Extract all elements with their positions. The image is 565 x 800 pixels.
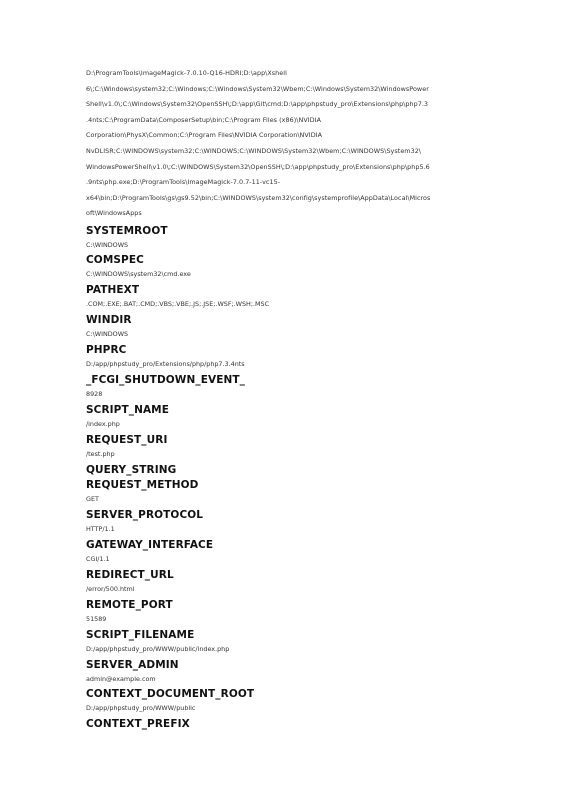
env-entry-windir [86,313,480,341]
path-line: NvDLISR;C:\WINDOWS\system32;C:\WINDOWS;C:\WINDOWS\System32\Wbem;C:\WINDOWS\System32\ [86,146,422,155]
env-value: 51589 [86,614,107,623]
env-entry-gateway-interface [86,538,480,566]
env-key: SERVER_ADMIN [86,658,179,671]
env-key: _FCGI_SHUTDOWN_EVENT_ [86,373,245,386]
env-value: /error/500.html [86,584,135,593]
env-value: HTTP/1.1 [86,525,115,534]
path-value [86,66,480,222]
env-entry-request-method [86,478,480,506]
env-entry-comspec [86,253,480,281]
env-key: PATHEXT [86,284,140,297]
env-key: GATEWAY_INTERFACE [86,539,214,552]
env-value: GET [86,495,99,504]
path-line: Shell\v1.0\;C:\Windows\System32\OpenSSH\;D:\app\Git\cmd;D:\app\phpstudy_pro\Extensions\php\php7.3 [86,100,429,109]
env-key: WINDIR [86,314,132,327]
env-value: .COM;.EXE;.BAT;.CMD;.VBS;.VBE;.JS;.JSE;.WSF;.WSH;.MSC [86,300,270,309]
env-value: D:/app/phpstudy_pro/Extensions/php/php7.3.4nts [86,360,245,369]
path-line: Corporation\PhysX\Common;C:\Program Files\NVIDIA Corporation\NVIDIA [86,131,323,140]
path-line: 6\;C:\Windows\system32;C:\Windows;C:\Windows\System32\Wbem;C:\Windows\System32\WindowsPower [86,84,429,93]
env-entry-fcgi-shutdown-event [86,373,480,401]
env-entry-server-admin [86,658,480,686]
env-value: 8928 [86,389,103,398]
env-entry-server-protocol [86,508,480,536]
env-entry-context-prefix [86,717,480,731]
env-value: C:\WINDOWS\system32\cmd.exe [86,270,191,279]
path-line: WindowsPowerShell\v1.0\;C:\WINDOWS\System32\OpenSSH\;D:\app\phpstudy_pro\Extensions\php\php5.6 [86,162,430,171]
env-key: REMOTE_PORT [86,598,173,611]
env-value: admin@example.com [86,674,156,683]
env-value: C:\WINDOWS [86,330,129,339]
document-page [86,66,480,731]
path-line: .4nts;C:\ProgramData\ComposerSetup\bin;C:\Program Files (x86)\NVIDIA [86,115,322,124]
env-entry-phprc [86,343,480,371]
env-key: REQUEST_URI [86,433,168,446]
env-value: D:/app/phpstudy_pro/WWW/public/index.php [86,644,230,653]
env-key: QUERY_STRING [86,463,177,476]
env-value: CGI/1.1 [86,555,110,564]
env-entry-pathext [86,283,480,311]
env-entry-context-document-root [86,687,480,715]
path-line: D:\ProgramTools\ImageMagick-7.0.10-Q16-HDRI;D:\app\Xshell [86,69,287,77]
env-key: CONTEXT_PREFIX [86,718,190,731]
env-value: C:\WINDOWS [86,240,129,249]
env-value: /test.php [86,449,115,458]
env-entry-script-filename [86,628,480,656]
env-key: PHPRC [86,344,127,357]
env-entry-query-string [86,463,480,477]
env-key: SCRIPT_FILENAME [86,628,195,641]
env-value: /index.php [86,419,120,428]
env-entry-request-uri [86,433,480,461]
env-entry-redirect-url [86,568,480,596]
env-entry-systemroot [86,224,480,252]
env-entry-remote-port [86,598,480,626]
env-value: D:/app/phpstudy_pro/WWW/public [86,704,196,713]
env-key: SERVER_PROTOCOL [86,509,204,522]
path-line: x64\bin;D:\ProgramTools\gs\gs9.52\bin;C:\WINDOWS\system32\config\systemprofile\AppData\Local\Micros [86,193,431,202]
env-key: CONTEXT_DOCUMENT_ROOT [86,688,255,701]
path-line: .9nts\php.exe;D:\ProgramTools\ImageMagick-7.0.7-11-vc15- [86,178,281,187]
env-key: REDIRECT_URL [86,568,174,581]
env-key: SYSTEMROOT [86,224,168,237]
path-line: oft\WindowsApps [86,209,142,218]
env-key: SCRIPT_NAME [86,403,170,416]
env-key: REQUEST_METHOD [86,479,199,492]
env-key: COMSPEC [86,254,144,267]
env-entry-script-name [86,403,480,431]
